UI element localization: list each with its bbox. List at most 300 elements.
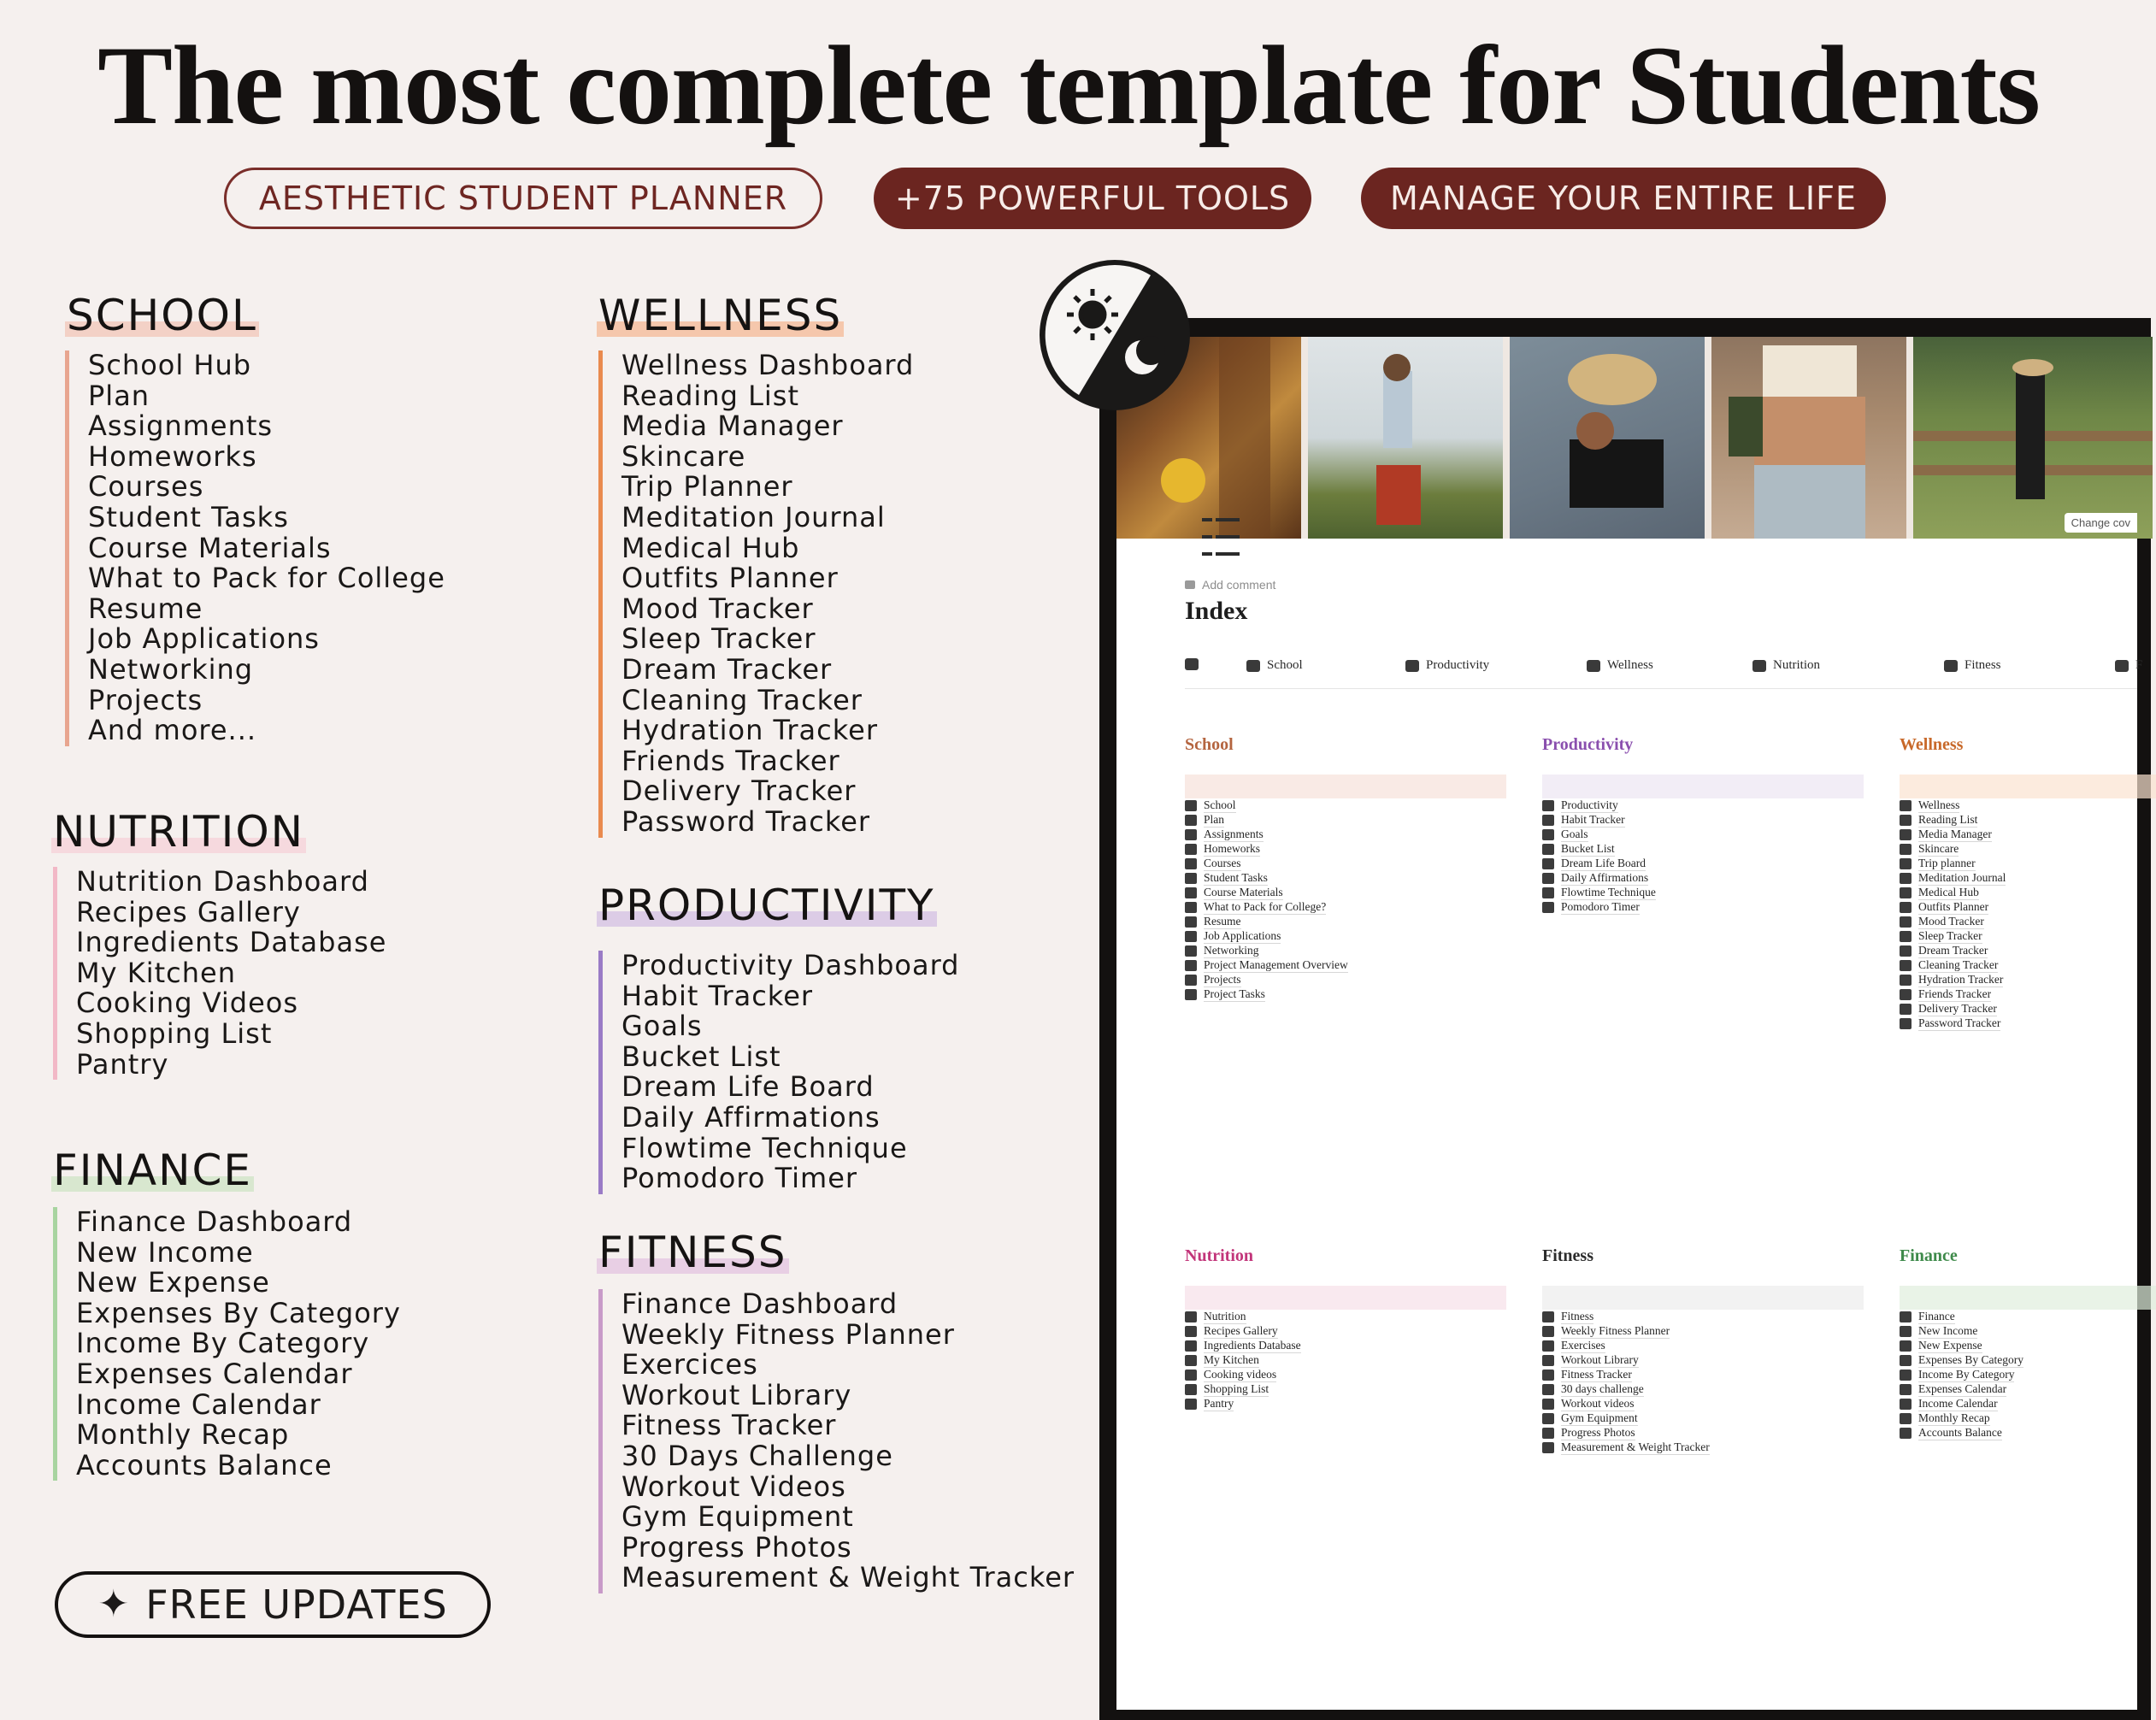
nutrition-icon <box>1752 660 1766 672</box>
section-link[interactable] <box>1900 958 2006 973</box>
section-link-label: Goals <box>1561 828 1588 840</box>
section-wellness-list <box>1900 798 2006 1031</box>
page-icon <box>1900 1018 1912 1029</box>
tab-wellness-label: Wellness <box>1607 658 1653 672</box>
tab-nutrition-label: Nutrition <box>1773 658 1820 672</box>
fitness-item: Finance Dashboard <box>621 1287 898 1320</box>
section-link[interactable] <box>1185 1324 1301 1339</box>
page-icon <box>1900 1370 1912 1381</box>
page-icon <box>1900 975 1912 986</box>
wellness-list <box>598 350 914 838</box>
section-link-label: Sleep Tracker <box>1918 929 1982 942</box>
section-link[interactable] <box>1185 1397 1301 1411</box>
section-link[interactable] <box>1185 798 1348 813</box>
wellness-icon <box>1587 660 1600 672</box>
section-link[interactable] <box>1542 813 1656 828</box>
tab-wellness[interactable] <box>1587 658 1653 673</box>
productivity-icon <box>1405 660 1419 672</box>
wellness-item: Dream Tracker <box>621 652 833 686</box>
section-link[interactable] <box>1185 1339 1301 1353</box>
page-icon <box>1542 1442 1554 1453</box>
section-link[interactable] <box>1900 987 2006 1002</box>
page-icon <box>1900 815 1912 826</box>
tab-productivity-label: Productivity <box>1426 658 1490 672</box>
free-updates-badge <box>55 1571 491 1638</box>
section-link-label: Accounts Balance <box>1918 1426 2002 1439</box>
page-icon <box>1900 931 1912 942</box>
section-link-label: Fitness <box>1561 1310 1594 1322</box>
section-link[interactable] <box>1185 857 1348 871</box>
page-icon <box>1542 902 1554 913</box>
school-item: Projects <box>88 683 203 716</box>
section-link[interactable] <box>1900 1353 2023 1368</box>
finance-item: Finance Dashboard <box>76 1205 353 1238</box>
section-link[interactable] <box>1185 900 1348 915</box>
wellness-item: Wellness Dashboard <box>621 349 915 381</box>
section-link-label: Workout Library <box>1561 1353 1639 1366</box>
section-link[interactable] <box>1542 1426 1710 1440</box>
school-item: Networking <box>88 652 254 686</box>
cover-photo-4-art <box>1711 337 1906 539</box>
section-link-label: Trip planner <box>1918 857 1976 869</box>
fitness-item: Weekly Fitness Planner <box>621 1317 955 1351</box>
section-link-label: Fitness Tracker <box>1561 1368 1632 1381</box>
page-icon <box>1185 916 1197 928</box>
section-link-label: Dream Life Board <box>1561 857 1646 869</box>
wellness-item: Friends Tracker <box>621 744 840 777</box>
section-fitness-bar <box>1542 1286 1864 1310</box>
section-link[interactable] <box>1900 1411 2023 1426</box>
section-link-label: Project Management Overview <box>1204 958 1348 971</box>
section-link[interactable] <box>1185 828 1348 842</box>
page-icon <box>1542 873 1554 884</box>
fitness-item: Gym Equipment <box>621 1500 854 1534</box>
tab-fitness[interactable] <box>1944 658 2001 673</box>
page-title: Index <box>1185 597 1248 625</box>
section-link-label: Friends Tracker <box>1918 987 1992 1000</box>
section-school-title: School <box>1185 735 1234 754</box>
nutrition-title-text: NUTRITION <box>53 807 305 857</box>
productivity-item: Habit Tracker <box>621 979 814 1012</box>
fitness-title <box>597 1228 789 1277</box>
section-link[interactable] <box>1542 1411 1710 1426</box>
section-nutrition-list <box>1185 1310 1301 1411</box>
section-link[interactable] <box>1900 886 2006 900</box>
section-link[interactable] <box>1185 871 1348 886</box>
section-link[interactable] <box>1900 900 2006 915</box>
page-icon <box>1185 1355 1197 1366</box>
page-icon <box>1900 916 1912 928</box>
section-link[interactable] <box>1900 857 2006 871</box>
finance-item: Expenses By Category <box>76 1296 401 1329</box>
section-finance-title: Finance <box>1900 1246 1958 1265</box>
page-icon <box>1900 960 1912 971</box>
cover-photo-5-art <box>1913 337 2153 539</box>
cover-photo-3-art <box>1510 337 1705 539</box>
section-link-label: Weekly Fitness Planner <box>1561 1324 1670 1337</box>
section-link[interactable] <box>1185 1368 1301 1382</box>
page-icon <box>1185 975 1197 986</box>
school-item: Resume <box>88 592 203 625</box>
page-icon <box>1542 1355 1554 1366</box>
fitness-icon <box>1944 660 1958 672</box>
nutrition-item: Nutrition Dashboard <box>76 865 369 898</box>
fitness-item: Measurement & Weight Tracker <box>621 1561 1075 1594</box>
section-wellness-bar <box>1900 775 2156 798</box>
section-link[interactable] <box>1542 1397 1710 1411</box>
finance-title-text: FINANCE <box>53 1146 253 1195</box>
section-link[interactable] <box>1900 1002 2006 1016</box>
nutrition-item: Pantry <box>76 1047 169 1081</box>
section-link-label: Daily Affirmations <box>1561 871 1649 884</box>
finance-item: Monthly Recap <box>76 1418 290 1452</box>
section-link-label: School <box>1204 798 1236 811</box>
page-icon <box>1542 1370 1554 1381</box>
section-link-label: Bucket List <box>1561 842 1615 855</box>
page-icon <box>1900 1340 1912 1352</box>
page-icon <box>1900 1326 1912 1337</box>
section-school-list <box>1185 798 1348 1002</box>
school-title-text: SCHOOL <box>67 291 257 340</box>
section-link[interactable] <box>1900 1397 2023 1411</box>
tab-finance[interactable] <box>2115 658 2142 673</box>
section-link[interactable] <box>1900 915 2006 929</box>
section-link[interactable] <box>1542 798 1656 813</box>
tab-productivity[interactable] <box>1405 658 1489 673</box>
section-link-label: Recipes Gallery <box>1204 1324 1278 1337</box>
productivity-item: Goals <box>621 1010 703 1043</box>
comment-icon <box>1185 580 1195 589</box>
page-icon <box>1542 887 1554 898</box>
finance-item: Accounts Balance <box>76 1448 333 1481</box>
cover-photo-2-art <box>1308 337 1503 539</box>
section-link[interactable] <box>1542 1368 1710 1382</box>
section-link[interactable] <box>1900 1426 2023 1440</box>
section-link-label: Job Applications <box>1204 929 1281 942</box>
add-comment-label: Add comment <box>1202 578 1276 592</box>
section-link-label: Monthly Recap <box>1918 1411 1990 1424</box>
cover-photo-4 <box>1711 337 1906 539</box>
section-link[interactable] <box>1900 929 2006 944</box>
wellness-item: Media Manager <box>621 409 844 443</box>
page-icon <box>1185 1384 1197 1395</box>
page-icon <box>1185 945 1197 957</box>
section-link[interactable] <box>1900 798 2006 813</box>
wellness-item: Password Tracker <box>621 804 871 838</box>
section-link-label: Mood Tracker <box>1918 915 1984 928</box>
section-link[interactable] <box>1185 944 1348 958</box>
wellness-item: Outfits Planner <box>621 562 839 595</box>
wellness-item: Skincare <box>621 439 746 473</box>
page-icon <box>1900 1004 1912 1015</box>
page-icon <box>1185 902 1197 913</box>
wellness-item: Mood Tracker <box>621 592 814 625</box>
section-link[interactable] <box>1542 1440 1710 1455</box>
page-icon <box>1900 1384 1912 1395</box>
school-item: What to Pack for College <box>88 562 445 595</box>
headline: The most complete template for Students <box>97 22 2040 148</box>
section-link[interactable] <box>1185 1382 1301 1397</box>
page-icon <box>1900 800 1912 811</box>
section-link[interactable] <box>1900 973 2006 987</box>
wellness-item: Meditation Journal <box>621 500 886 533</box>
tab-bar <box>1185 658 2143 689</box>
section-link-label: Student Tasks <box>1204 871 1268 884</box>
section-link-label: Shopping List <box>1204 1382 1269 1395</box>
school-icon <box>1246 660 1260 672</box>
section-link[interactable] <box>1900 813 2006 828</box>
change-cover-button[interactable]: Change cov <box>2065 513 2137 533</box>
page-icon <box>1900 858 1912 869</box>
wellness-item: Hydration Tracker <box>621 714 878 747</box>
wellness-item: Trip Planner <box>621 470 793 504</box>
section-fitness-list <box>1542 1310 1710 1455</box>
section-link[interactable] <box>1542 828 1656 842</box>
school-item: Homeworks <box>88 439 257 473</box>
section-link-label: Habit Tracker <box>1561 813 1625 826</box>
cover-photo-5 <box>1913 337 2153 539</box>
section-link-label: Projects <box>1204 973 1241 986</box>
finance-item: Expenses Calendar <box>76 1357 353 1390</box>
productivity-item: Flowtime Technique <box>621 1131 908 1164</box>
section-link[interactable] <box>1185 1310 1301 1324</box>
finance-item: New Income <box>76 1235 254 1269</box>
section-link[interactable] <box>1542 857 1656 871</box>
section-link[interactable] <box>1185 929 1348 944</box>
page-icon <box>1185 931 1197 942</box>
page-icon <box>1542 1311 1554 1322</box>
nutrition-item: Recipes Gallery <box>76 895 301 928</box>
section-link[interactable] <box>1900 1339 2023 1353</box>
section-link-label: Nutrition <box>1204 1310 1246 1322</box>
page-icon <box>1542 1340 1554 1352</box>
section-finance-bar <box>1900 1286 2156 1310</box>
fitness-list <box>598 1289 1075 1593</box>
page-icon <box>1185 960 1197 971</box>
section-link[interactable] <box>1542 842 1656 857</box>
section-link[interactable] <box>1185 1353 1301 1368</box>
page-icon <box>1900 873 1912 884</box>
section-link-label: Password Tracker <box>1918 1016 2001 1029</box>
fitness-item: Workout Library <box>621 1378 852 1411</box>
section-link-label: Expenses Calendar <box>1918 1382 2007 1395</box>
page-icon <box>1900 989 1912 1000</box>
finance-item: Income Calendar <box>76 1387 321 1421</box>
section-productivity-list <box>1542 798 1656 915</box>
productivity-list <box>598 951 959 1194</box>
section-link[interactable] <box>1542 900 1656 915</box>
wellness-item: Delivery Tracker <box>621 775 857 808</box>
add-comment-button[interactable] <box>1185 578 1275 592</box>
section-link[interactable] <box>1900 842 2006 857</box>
section-link[interactable] <box>1900 944 2006 958</box>
school-item: Job Applications <box>88 622 320 656</box>
section-link[interactable] <box>1900 1382 2023 1397</box>
finance-item: Income By Category <box>76 1327 370 1360</box>
page-icon <box>1542 815 1554 826</box>
finance-icon <box>2115 660 2129 672</box>
section-school-bar <box>1185 775 1506 798</box>
fitness-item: Progress Photos <box>621 1530 852 1564</box>
section-link-label: Workout videos <box>1561 1397 1635 1410</box>
fitness-item: Exercices <box>621 1348 758 1381</box>
section-link[interactable] <box>1542 1310 1710 1324</box>
section-link-label: Income By Category <box>1918 1368 2015 1381</box>
section-link-label: Productivity <box>1561 798 1618 811</box>
section-link-label: Media Manager <box>1918 828 1992 840</box>
section-link-label: Outfits Planner <box>1918 900 1989 913</box>
home-icon <box>1185 658 1199 670</box>
cover-photo-3 <box>1510 337 1705 539</box>
school-title <box>65 291 259 340</box>
nutrition-item: Ingredients Database <box>76 926 387 959</box>
wellness-title-text: WELLNESS <box>598 291 843 340</box>
section-link[interactable] <box>1900 1310 2023 1324</box>
section-link-label: My Kitchen <box>1204 1353 1259 1366</box>
page-icon <box>1542 1413 1554 1424</box>
section-link-label: Flowtime Technique <box>1561 886 1656 898</box>
section-link-label: Gym Equipment <box>1561 1411 1638 1424</box>
section-link[interactable] <box>1542 1382 1710 1397</box>
school-item: Course Materials <box>88 531 332 564</box>
section-link-label: Progress Photos <box>1561 1426 1635 1439</box>
section-link-label: What to Pack for College? <box>1204 900 1327 913</box>
section-link[interactable] <box>1900 828 2006 842</box>
section-productivity-bar <box>1542 775 1864 798</box>
page-icon <box>1185 800 1197 811</box>
productivity-item: Daily Affirmations <box>621 1100 881 1134</box>
section-link-label: Income Calendar <box>1918 1397 1998 1410</box>
page-icon <box>1900 1428 1912 1439</box>
section-link-label: Delivery Tracker <box>1918 1002 1997 1015</box>
page-icon <box>1185 844 1197 855</box>
section-link-label: Cooking videos <box>1204 1368 1277 1381</box>
page-icon <box>1900 902 1912 913</box>
school-item: Assignments <box>88 409 274 443</box>
school-item: Plan <box>88 379 150 412</box>
page-icon <box>1185 1370 1197 1381</box>
section-link[interactable] <box>1542 886 1656 900</box>
productivity-item: Pomodoro Timer <box>621 1162 858 1195</box>
section-link-label: Cleaning Tracker <box>1918 958 1999 971</box>
school-item: School Hub <box>88 349 252 381</box>
section-link-label: Homeworks <box>1204 842 1260 855</box>
section-fitness-title: Fitness <box>1542 1246 1593 1265</box>
page-icon <box>1542 858 1554 869</box>
pill-aesthetic-student-planner: AESTHETIC STUDENT PLANNER <box>224 168 822 229</box>
page-icon <box>1900 1355 1912 1366</box>
tab-home[interactable] <box>1185 658 1199 670</box>
section-link-label: Resume <box>1204 915 1241 928</box>
section-link[interactable] <box>1185 915 1348 929</box>
section-productivity-title: Productivity <box>1542 735 1634 754</box>
nutrition-item: Shopping List <box>76 1016 273 1050</box>
page-icon <box>1185 1311 1197 1322</box>
section-wellness-title: Wellness <box>1900 735 1964 754</box>
nutrition-title <box>51 807 306 857</box>
section-link-label: Pantry <box>1204 1397 1234 1410</box>
tab-nutrition[interactable] <box>1752 658 1820 673</box>
productivity-item: Productivity Dashboard <box>621 949 960 981</box>
finance-title <box>51 1146 254 1195</box>
productivity-title <box>597 881 937 930</box>
nutrition-item: My Kitchen <box>76 956 236 989</box>
wellness-title <box>597 291 844 340</box>
page-icon <box>1900 1413 1912 1424</box>
productivity-title-text: PRODUCTIVITY <box>598 881 935 930</box>
cover-photo-2 <box>1308 337 1503 539</box>
page-icon <box>1900 1399 1912 1410</box>
tab-fitness-label: Fitness <box>1965 658 2001 672</box>
section-link-label: Expenses By Category <box>1918 1353 2023 1366</box>
section-link-label: Course Materials <box>1204 886 1283 898</box>
finance-item: New Expense <box>76 1266 270 1299</box>
page-icon <box>1185 873 1197 884</box>
fitness-title-text: FITNESS <box>598 1228 787 1277</box>
school-list <box>65 350 445 746</box>
section-link-label: Plan <box>1204 813 1225 826</box>
section-link[interactable] <box>1542 1324 1710 1339</box>
section-link-label: Skincare <box>1918 842 1959 855</box>
section-link[interactable] <box>1185 958 1348 973</box>
section-link[interactable] <box>1185 886 1348 900</box>
cover-gallery <box>1116 337 2137 539</box>
fitness-item: 30 Days Challenge <box>621 1439 893 1472</box>
fitness-item: Fitness Tracker <box>621 1409 837 1442</box>
list-icon <box>1197 513 1245 561</box>
pill-manage-life: MANAGE YOUR ENTIRE LIFE <box>1361 168 1886 229</box>
finance-list <box>53 1207 401 1481</box>
school-item: Courses <box>88 470 204 504</box>
section-link[interactable] <box>1900 871 2006 886</box>
nutrition-item: Cooking Videos <box>76 987 299 1020</box>
section-link[interactable] <box>1542 1353 1710 1368</box>
page-icon <box>1542 1326 1554 1337</box>
school-item: And more... <box>88 714 257 747</box>
page-icon <box>1185 989 1197 1000</box>
section-link[interactable] <box>1185 842 1348 857</box>
section-link[interactable] <box>1185 987 1348 1002</box>
section-link-label: Pomodoro Timer <box>1561 900 1640 913</box>
section-link[interactable] <box>1542 871 1656 886</box>
page-icon <box>1185 829 1197 840</box>
page-icon <box>1542 829 1554 840</box>
section-link-label: Ingredients Database <box>1204 1339 1301 1352</box>
page-icon <box>1185 887 1197 898</box>
page-icon <box>1900 945 1912 957</box>
section-link-label: Measurement & Weight Tracker <box>1561 1440 1710 1453</box>
section-link[interactable] <box>1185 813 1348 828</box>
section-link-label: Dream Tracker <box>1918 944 1988 957</box>
section-link[interactable] <box>1542 1339 1710 1353</box>
section-link[interactable] <box>1900 1368 2023 1382</box>
nutrition-list <box>53 867 386 1080</box>
section-link-label: Exercises <box>1561 1339 1605 1352</box>
tab-school[interactable] <box>1246 658 1303 673</box>
wellness-item: Sleep Tracker <box>621 622 816 656</box>
section-link[interactable] <box>1185 973 1348 987</box>
section-link[interactable] <box>1900 1324 2023 1339</box>
section-link-label: Project Tasks <box>1204 987 1265 1000</box>
pill-powerful-tools: +75 POWERFUL TOOLS <box>874 168 1311 229</box>
sparkle-icon: ✦ <box>97 1582 131 1626</box>
section-link[interactable] <box>1900 1016 2006 1031</box>
fitness-item: Workout Videos <box>621 1470 846 1503</box>
section-finance-list <box>1900 1310 2023 1440</box>
theme-toggle[interactable] <box>1036 256 1193 414</box>
section-link-label: New Income <box>1918 1324 1978 1337</box>
page-icon <box>1900 887 1912 898</box>
